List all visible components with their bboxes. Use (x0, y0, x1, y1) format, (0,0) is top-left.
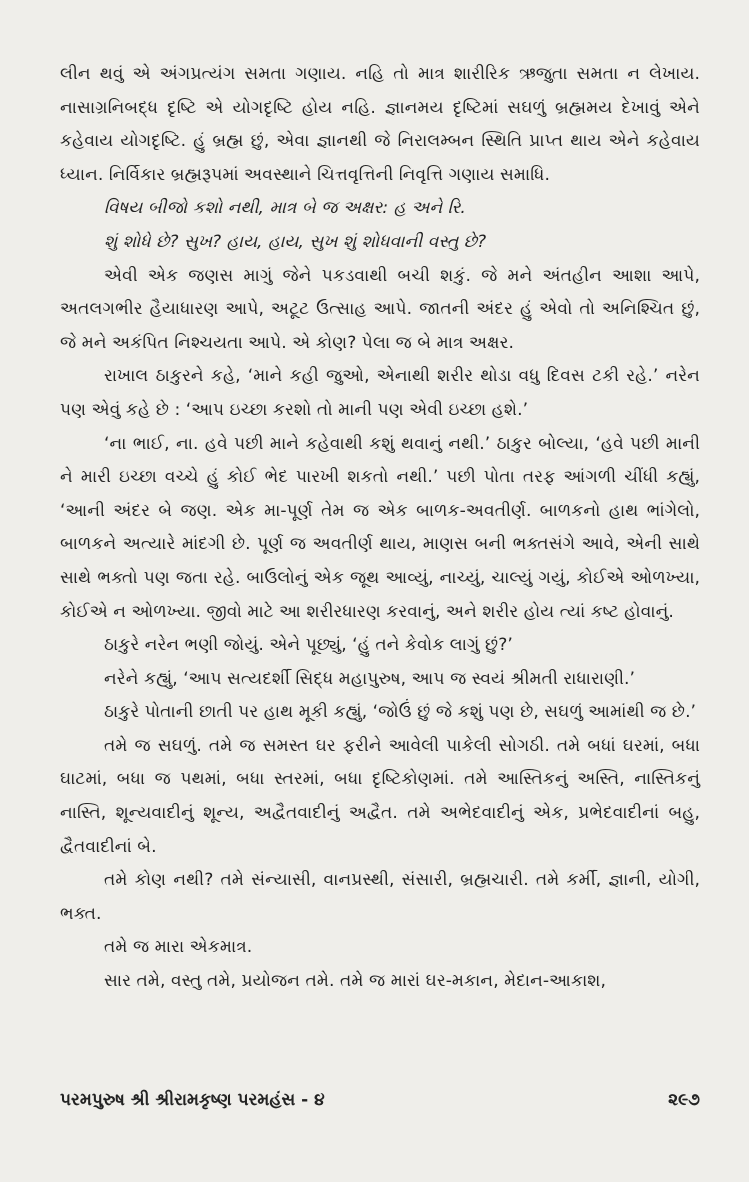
paragraph: શું શોધે છે? સુખ? હાય, હાય, સુખ શું શોધવાની વસ્તુ છે? (104, 231, 487, 252)
paragraph: ઠાકુરે પોતાની છાતી પર હાથ મૂકી કહ્યું, ‘જોઉં છું જે કશું પણ છે, સઘળું આમાંથી જ છે.’ (104, 702, 697, 723)
paragraph: એવી એક જણસ માગું જેને પકડવાથી બચી શકું. જે મને અંતહીન આશા આપે, અતલગભીર હૈયાધારણ આપે, અટૂટ ઉત્સાહ આપે. જાતની અંદર હું એવો તો અનિશ્ચિત છું, જે મને અકંપિત નિશ્ચયતા આપે. એ કોણ? પેલા જ બે માત્ર અક્ષર. (60, 265, 700, 353)
paragraph: વિષય બીજો કશો નથી, માત્ર બે જ અક્ષર: હ અને રિ. (104, 198, 466, 219)
paragraph: તમે કોણ નથી? તમે સંન્યાસી, વાનપ્રસ્થી, સંસારી, બ્રહ્મચારી. તમે કર્મી, જ્ઞાની, યોગી, ભક્ત. (60, 870, 700, 924)
running-title: પરમપુરુષ શ્રી શ્રીરામકૃષ્ણ પરમહંસ - ૪ (60, 1090, 325, 1110)
page-number: ૨૯૭ (668, 1090, 700, 1110)
paragraph: તમે જ સઘળું. તમે જ સમસ્ત ઘર ફરીને આવેલી પાકેલી સોગઠી. તમે બધાં ઘરમાં, બધા ઘાટમાં, બધા જ પથમાં, બધા સ્તરમાં, બધા દૃષ્ટિકોણમાં. તમે આસ્તિકનું અસ્તિ, નાસ્તિકનું નાસ્તિ, શૂન્યવાદીનું શૂન્ય, અદ્વૈતવાદીનું અદ્વૈત. તમે અભેદવાદીનું એક, પ્રભેદવાદીનાં બહુ, દ્વૈતવાદીનાં બે. (60, 735, 700, 857)
paragraph: ઠાકુરે નરેન ભણી જોયું. એને પૂછ્યું, ‘હું તને કેવોક લાગું છું?’ (104, 635, 513, 656)
paragraph: સાર તમે, વસ્તુ તમે, પ્રયોજન તમે. તમે જ મારાં ઘર-મકાન, મેદાન-આકાશ, (104, 971, 607, 992)
page-footer (60, 1090, 700, 1110)
paragraph: રાખાલ ઠાકુરને કહે, ‘માને કહી જુઓ, એનાથી શરીર થોડા વધુ દિવસ ટકી રહે.’ નરેન પણ એવું કહે છે : ‘આપ ઇચ્છા કરશો તો માની પણ એવી ઇચ્છા હશે.’ (60, 366, 700, 420)
paragraph: નરેને કહ્યું, ‘આપ સત્યદર્શી સિદ્ધ મહાપુરુષ, આપ જ સ્વયં શ્રીમતી રાધારાણી.’ (104, 668, 635, 689)
paragraph: લીન થવું એ અંગપ્રત્યંગ સમતા ગણાય. નહિ તો માત્ર શારીરિક ઋજુતા સમતા ન લેખાય. નાસાગ્રનિબદ્ધ દૃષ્ટિ એ યોગદૃષ્ટિ હોય નહિ. જ્ઞાનમય દૃષ્ટિમાં સઘળું બ્રહ્મમય દેખાવું એને કહેવાય યોગદૃષ્ટિ. હું બ્રહ્મ છું, એવા જ્ઞાનથી જે નિરાલમ્બન સ્થિતિ પ્રાપ્ત થાય એને કહેવાય ધ્યાન. નિર્વિકાર બ્રહ્મરૂપમાં અવસ્થાને ચિત્તવૃત્તિની નિવૃત્તિ ગણાય સમાધિ. (60, 64, 700, 185)
paragraph: ‘ના ભાઈ, ના. હવે પછી માને કહેવાથી કશું થવાનું નથી.’ ઠાકુર બોલ્યા, ‘હવે પછી માની ને મારી ઇચ્છા વચ્ચે હું કોઈ ભેદ પારખી શકતો નથી.’ પછી પોતા તરફ આંગળી ચીંધી કહ્યું, ‘આની અંદર બે જણ. એક મા-પૂર્ણ તેમ જ એક બાળક-અવતીર્ણ. બાળકનો હાથ ભાંગેલો, બાળકને અત્યારે માંદગી છે. પૂર્ણ જ અવતીર્ણ થાય, માણસ બની ભક્તસંગે આવે, એની સાથે સાથે ભક્તો પણ જતા રહે. બાઉલોનું એક જૂથ આવ્યું, નાચ્યું, ચાલ્યું ગયું, કોઈએ ઓળખ્યા, કોઈએ ન ઓળખ્યા. જીવો માટે આ શરીરધારણ કરવાનું, અને શરીર હોય ત્યાં કષ્ટ હોવાનું. (60, 433, 700, 622)
page-body (60, 58, 700, 999)
paragraph: તમે જ મારા એકમાત્ર. (104, 937, 253, 958)
